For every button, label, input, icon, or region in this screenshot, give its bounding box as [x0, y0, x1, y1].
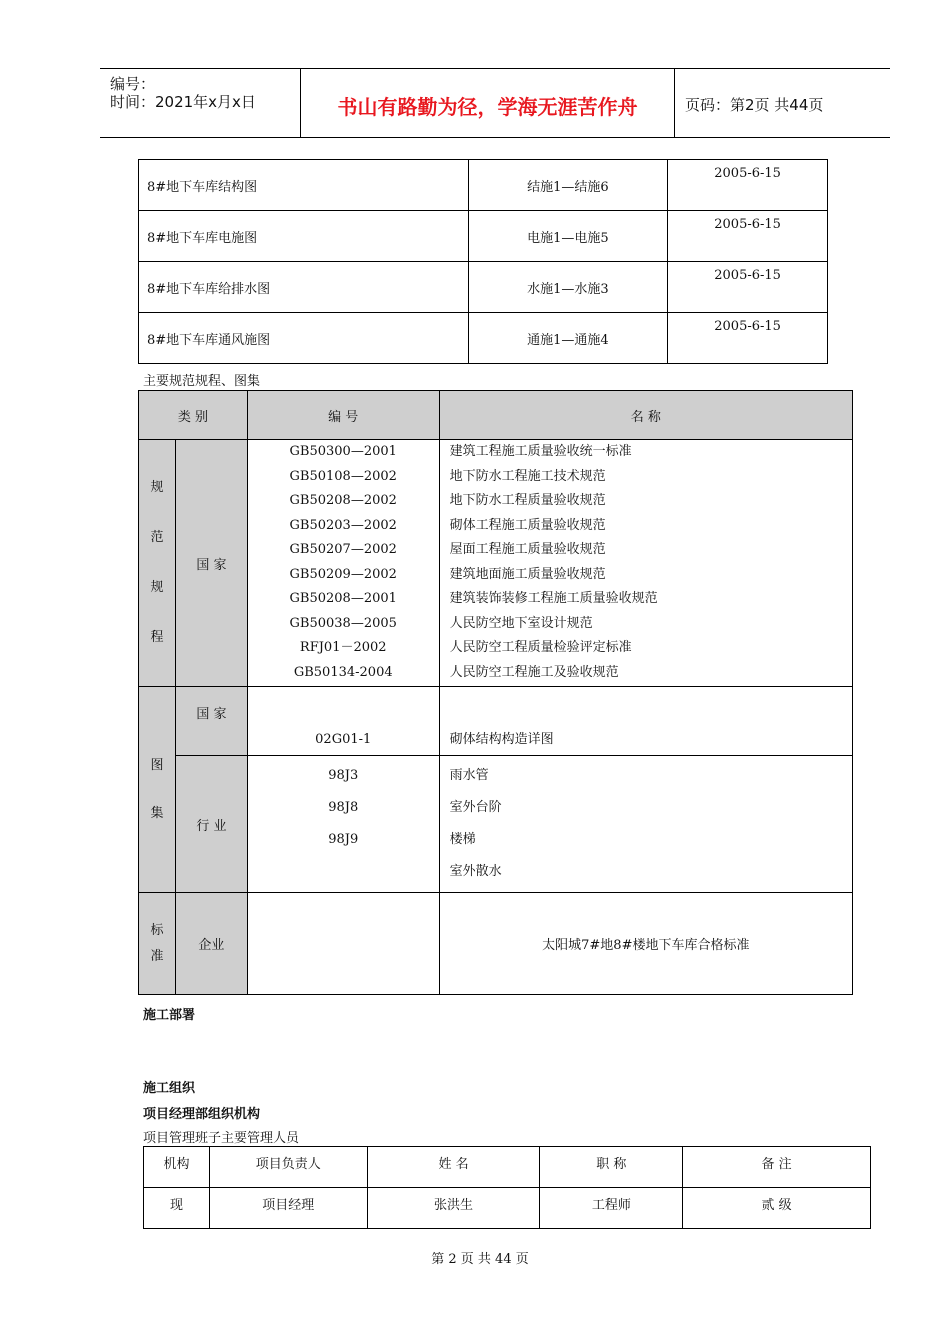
- regulations-codes: [247, 440, 439, 687]
- header-cell: 机构: [144, 1147, 210, 1188]
- atlas-industry-codes: [247, 756, 439, 893]
- list-item: 98J8: [328, 800, 359, 815]
- standard-name: 太阳城7#地8#楼地下车库合格标准: [439, 893, 852, 995]
- time-label: 时间：2021年x月x日: [110, 93, 256, 111]
- drawing-date: 2005-6-15: [668, 160, 828, 211]
- header-meta: [100, 69, 301, 137]
- atlas-industry-row: [139, 756, 853, 893]
- list-item: GB50134-2004: [293, 664, 393, 680]
- header-category: 类 别: [139, 391, 248, 440]
- list-item: 98J9: [328, 832, 359, 847]
- page-footer: 第 2 页 共 44 页: [431, 1252, 529, 1267]
- regulations-group: 规 范 规 程: [139, 440, 176, 687]
- standard-group: 标 准: [139, 893, 176, 995]
- list-item: GB50209—2002: [289, 566, 397, 582]
- standards-caption: 主要规范规程、图集: [143, 374, 261, 389]
- drawing-name: 8#地下车库给排水图: [139, 262, 469, 313]
- list-item: GB50203—2002: [289, 517, 397, 533]
- list-item: 建筑工程施工质量验收统一标准: [449, 444, 632, 459]
- table-row: [139, 160, 828, 211]
- regulations-names: [439, 440, 852, 687]
- list-item: 人民防空工程质量检验评定标准: [449, 640, 632, 655]
- atlas-national-sub: 国 家: [175, 687, 247, 756]
- list-item: 人民防空工程施工及验收规范: [449, 664, 619, 680]
- drawing-name: 8#地下车库结构图: [139, 160, 469, 211]
- section-org-structure: 项目经理部组织机构: [143, 1107, 261, 1122]
- standard-sub: 企业: [175, 893, 247, 995]
- list-item: 砌体工程施工质量验收规范: [449, 517, 606, 533]
- standards-table: [138, 390, 853, 995]
- header-code: 编 号: [247, 391, 439, 440]
- list-item: GB50208—2002: [289, 493, 397, 508]
- drawing-code: 结施1—结施6: [468, 160, 668, 211]
- standard-row: [139, 893, 853, 995]
- atlas-national-name: 砌体结构构造详图: [439, 687, 852, 756]
- table-row: [139, 262, 828, 313]
- page-code: 页码：第2页 共44页: [685, 96, 824, 114]
- atlas-industry-sub: 行 业: [175, 756, 247, 893]
- list-item: GB50108—2002: [289, 468, 397, 484]
- team-caption: 项目管理班子主要管理人员: [143, 1131, 300, 1146]
- list-item: 人民防空地下室设计规范: [449, 615, 593, 631]
- header-cell: 备 注: [683, 1147, 871, 1188]
- table-cell: 贰 级: [683, 1188, 871, 1229]
- table-header-row: [144, 1147, 871, 1188]
- regulations-sub: 国 家: [175, 440, 247, 687]
- list-item: 地下防水工程质量验收规范: [449, 493, 606, 508]
- number-label: 编号：: [110, 75, 156, 93]
- table-cell: 工程师: [540, 1188, 683, 1229]
- drawing-date: 2005-6-15: [668, 313, 828, 364]
- list-item: GB50300—2001: [289, 444, 397, 459]
- header-cell: 姓 名: [367, 1147, 540, 1188]
- list-item: 室外台阶: [449, 800, 502, 815]
- list-item: 楼梯: [449, 832, 476, 847]
- drawing-date: 2005-6-15: [668, 211, 828, 262]
- drawing-code: 通施1—通施4: [468, 313, 668, 364]
- standard-code-empty: [247, 893, 439, 995]
- list-item: GB50207—2002: [289, 542, 397, 557]
- drawing-code: 水施1—水施3: [468, 262, 668, 313]
- drawing-date: 2005-6-15: [668, 262, 828, 313]
- table-header-row: [139, 391, 853, 440]
- atlas-industry-names: [439, 756, 852, 893]
- list-item: 建筑地面施工质量验收规范: [449, 566, 606, 582]
- atlas-national-code: 02G01-1: [247, 687, 439, 756]
- table-cell: 张洪生: [367, 1188, 540, 1229]
- header-motto-cell: [301, 69, 675, 137]
- table-row: [144, 1188, 871, 1229]
- header-page-cell: [675, 69, 890, 137]
- atlas-group: 图 集: [139, 687, 176, 893]
- drawing-name: 8#地下车库电施图: [139, 211, 469, 262]
- header-name: 名 称: [439, 391, 852, 440]
- header-cell: 项目负责人: [209, 1147, 367, 1188]
- list-item: GB50208—2001: [289, 591, 397, 606]
- drawing-name: 8#地下车库通风施图: [139, 313, 469, 364]
- drawing-code: 电施1—电施5: [468, 211, 668, 262]
- list-item: GB50038—2005: [289, 615, 397, 631]
- list-item: RFJ01－2002: [299, 640, 387, 655]
- motto: 书山有路勤为径，学海无涯苦作舟: [337, 95, 638, 119]
- list-item: 地下防水工程施工技术规范: [449, 468, 606, 484]
- table-cell: 项目经理: [209, 1188, 367, 1229]
- list-item: 屋面工程施工质量验收规范: [449, 542, 606, 557]
- table-row: [139, 211, 828, 262]
- section-deployment: 施工部署: [143, 1008, 196, 1023]
- regulations-row: [139, 440, 853, 687]
- list-item: 98J3: [328, 768, 359, 783]
- section-organization: 施工组织: [143, 1081, 196, 1096]
- list-item: 建筑装饰装修工程施工质量验收规范: [449, 591, 658, 606]
- list-item: 雨水管: [449, 768, 489, 783]
- drawings-table: [138, 159, 828, 364]
- header-cell: 职 称: [540, 1147, 683, 1188]
- list-item: 室外散水: [449, 864, 502, 879]
- table-row: [139, 313, 828, 364]
- atlas-national-row: [139, 687, 853, 756]
- personnel-table: [143, 1146, 871, 1229]
- page-header: [100, 68, 890, 138]
- table-cell: 现: [144, 1188, 210, 1229]
